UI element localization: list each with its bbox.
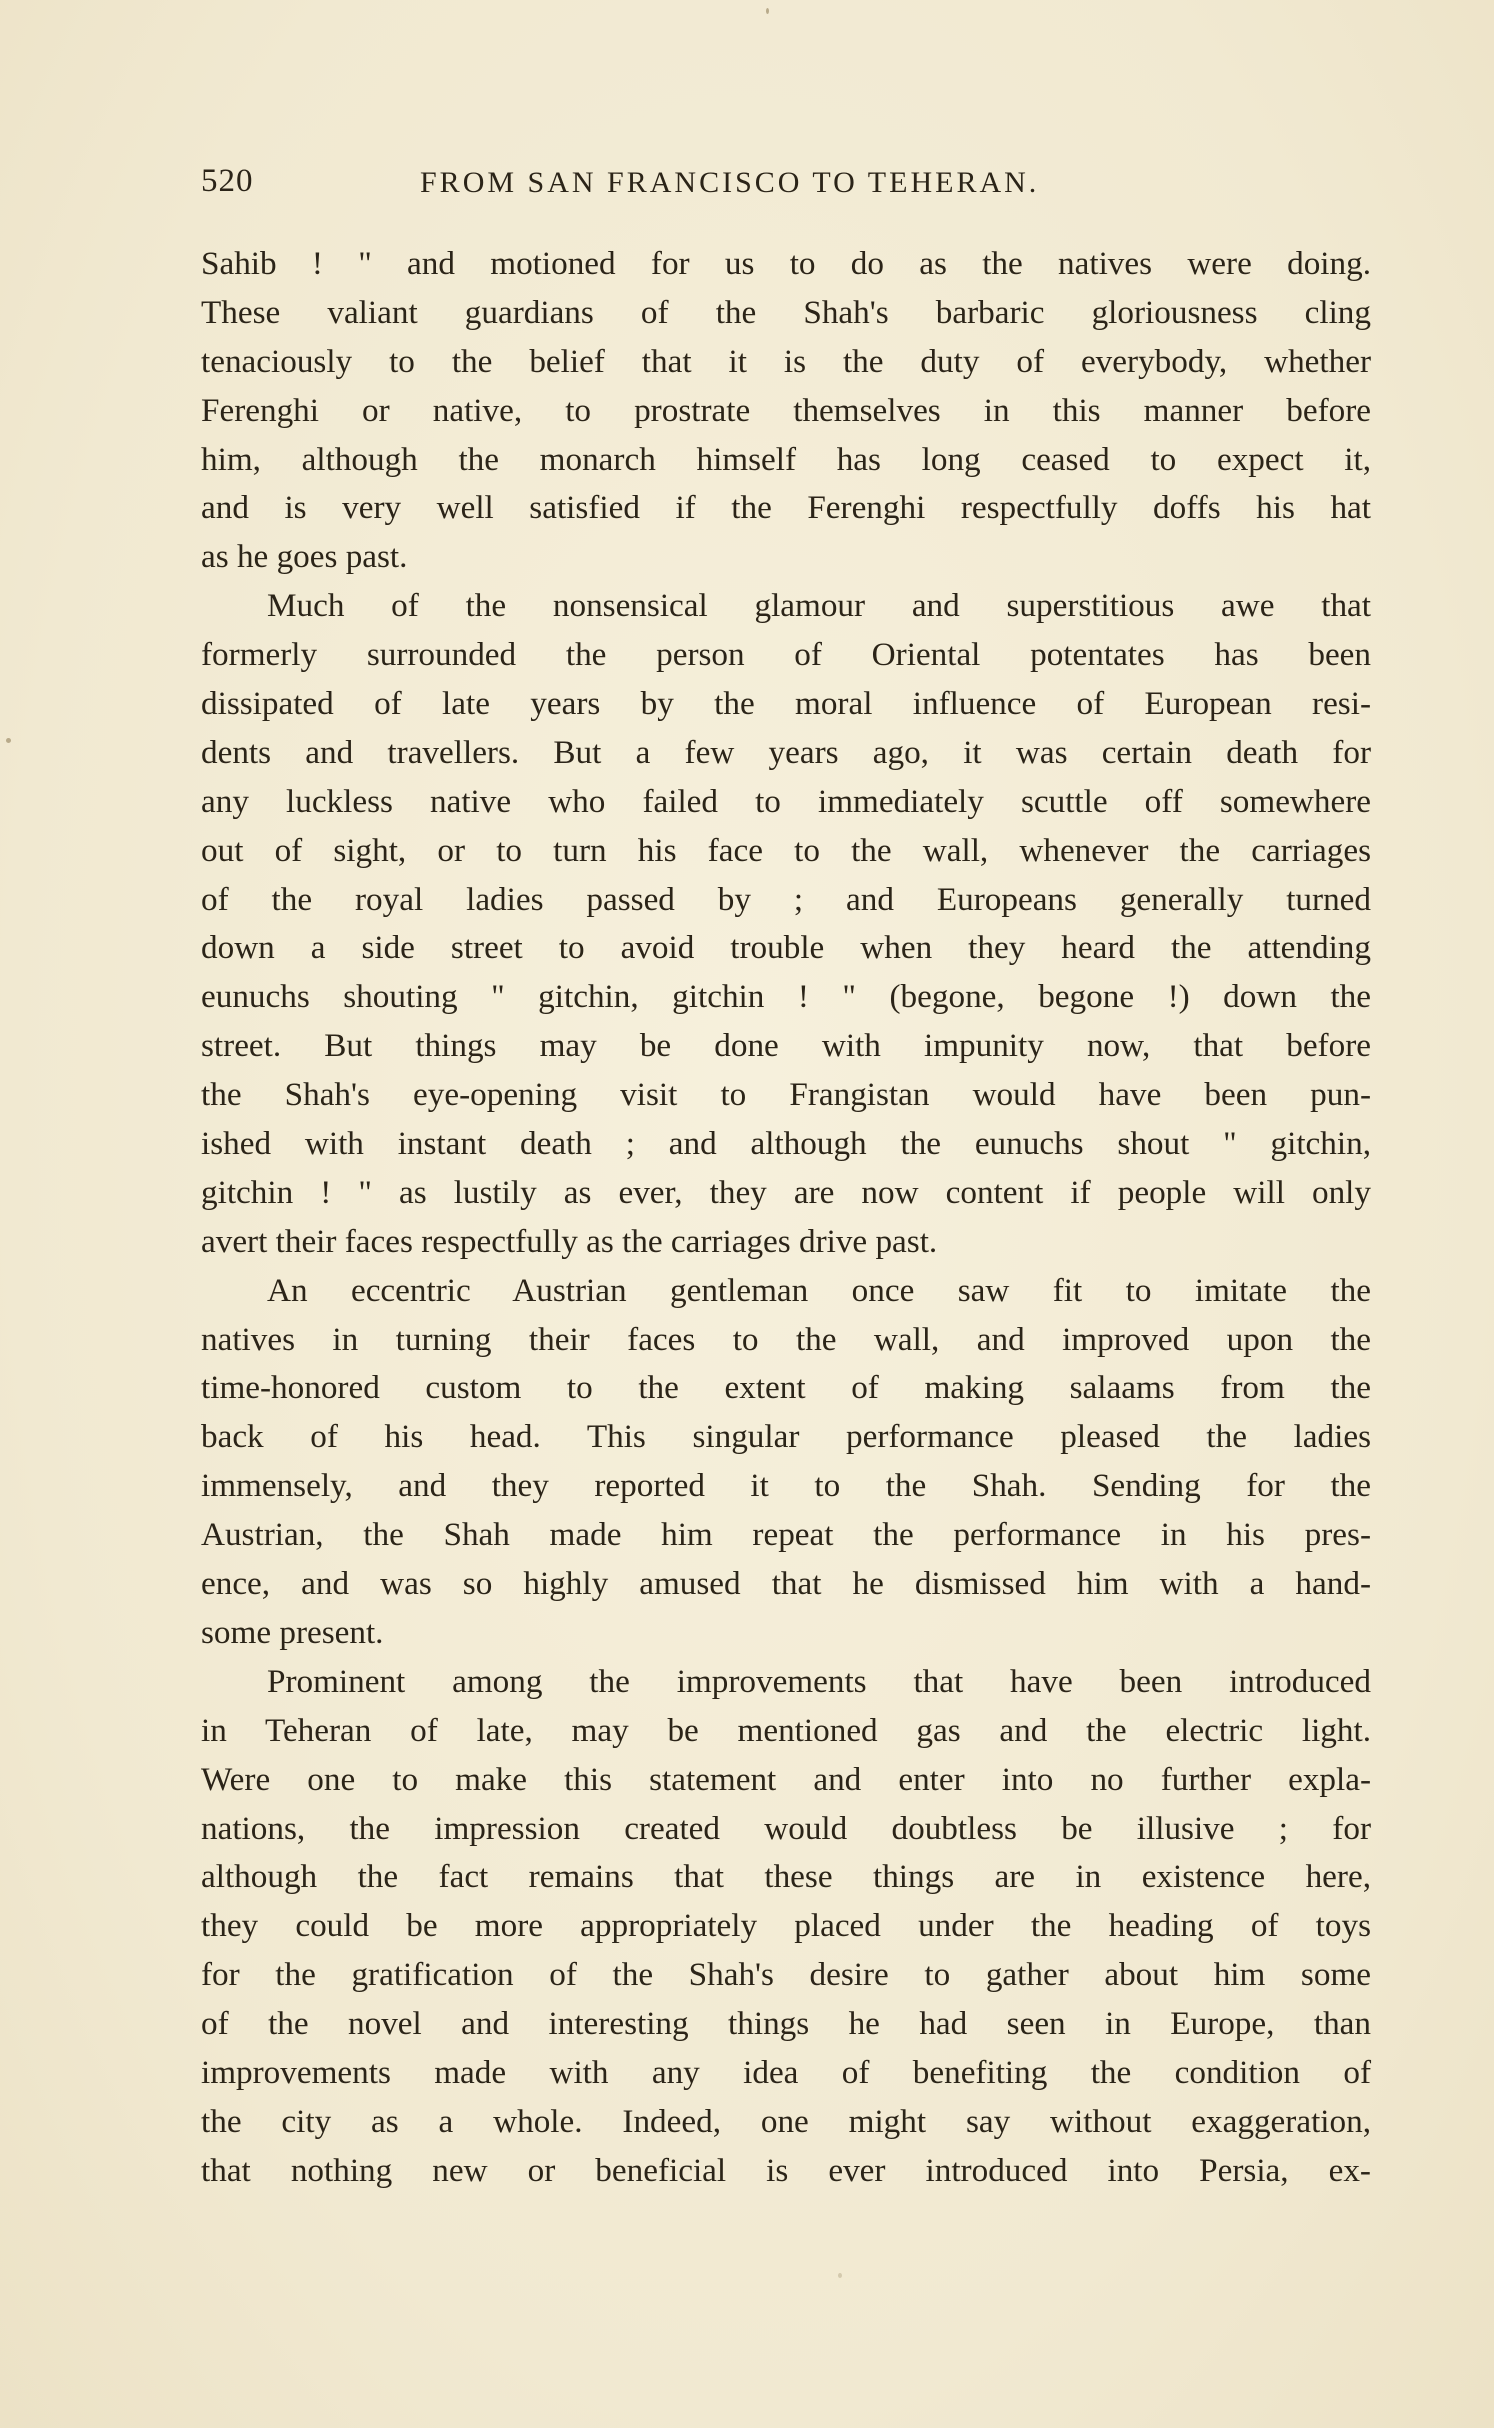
text-line: eunuchs shouting " gitchin, gitchin ! " (begone, begone !) down the [201, 978, 1371, 1016]
text-line: any luckless native who failed to immediately scuttle off somewhere [201, 782, 1371, 820]
text-line: avert their faces respectfully as the carriages drive past. [201, 1222, 938, 1260]
text-line: time-honored custom to the extent of making salaams from the [201, 1369, 1371, 1407]
paragraph-1 [201, 240, 1371, 582]
text-line: ence, and was so highly amused that he dismissed him with a hand- [201, 1565, 1371, 1603]
text-line: gitchin ! " as lustily as ever, they are now content if people will only [201, 1173, 1371, 1211]
text-line: These valiant guardians of the Shah's barbaric gloriousness cling [201, 293, 1371, 331]
text-line: of the royal ladies passed by ; and Europeans generally turned [201, 880, 1371, 918]
text-line: for the gratification of the Shah's desire to gather about him some [201, 1956, 1371, 1994]
text-line: down a side street to avoid trouble when they heard the attending [201, 929, 1371, 967]
text-line: Were one to make this statement and enter into no further expla- [201, 1760, 1371, 1798]
running-head: FROM SAN FRANCISCO TO TEHERAN. [420, 166, 1040, 199]
paragraph-3 [201, 1267, 1371, 1658]
text-line: Ferenghi or native, to prostrate themselves in this manner before [201, 391, 1371, 429]
text-line: Austrian, the Shah made him repeat the performance in his pres- [201, 1516, 1371, 1554]
text-line: formerly surrounded the person of Oriental potentates has been [201, 636, 1371, 674]
text-line: Prominent among the improvements that have been introduced [267, 1662, 1371, 1700]
text-line: nations, the impression created would doubtless be illusive ; for [201, 1809, 1371, 1847]
text-line: ished with instant death ; and although the eunuchs shout " gitchin, [201, 1125, 1371, 1163]
text-line: in Teheran of late, may be mentioned gas and the electric light. [201, 1711, 1371, 1749]
text-line: dents and travellers. But a few years ago, it was certain death for [201, 733, 1371, 771]
text-line: tenaciously to the belief that it is the duty of everybody, whether [201, 342, 1371, 380]
text-line: some present. [201, 1613, 384, 1651]
text-line: out of sight, or to turn his face to the wall, whenever the carriages [201, 831, 1371, 869]
text-line: that nothing new or beneficial is ever introduced into Persia, ex- [201, 2151, 1371, 2189]
text-line: Sahib ! " and motioned for us to do as the natives were doing. [201, 245, 1371, 282]
text-line: back of his head. This singular performance pleased the ladies [201, 1418, 1371, 1456]
text-line: and is very well satisfied if the Ferenghi respectfully doffs his hat [201, 489, 1371, 527]
page-header [201, 163, 1301, 213]
text-line: the city as a whole. Indeed, one might say without exaggeration, [201, 2102, 1371, 2140]
paper-speck [838, 2273, 842, 2278]
text-line: the Shah's eye-opening visit to Frangistan would have been pun- [201, 1076, 1371, 1114]
text-line: Much of the nonsensical glamour and superstitious awe that [267, 587, 1371, 625]
page-number: 520 [201, 163, 254, 199]
text-line: improvements made with any idea of benefiting the condition of [201, 2053, 1371, 2091]
text-line: immensely, and they reported it to the Shah. Sending for the [201, 1467, 1371, 1505]
paragraph-2 [201, 582, 1371, 1266]
text-line: of the novel and interesting things he had seen in Europe, than [201, 2005, 1371, 2043]
text-line: they could be more appropriately placed under the heading of toys [201, 1907, 1371, 1945]
paragraph-4 [201, 1658, 1371, 2196]
text-line: although the fact remains that these things are in existence here, [201, 1858, 1371, 1896]
paper-speck [6, 738, 11, 743]
text-line: An eccentric Austrian gentleman once saw fit to imitate the [267, 1271, 1371, 1309]
text-line: him, although the monarch himself has long ceased to expect it, [201, 440, 1371, 478]
text-line: natives in turning their faces to the wall, and improved upon the [201, 1320, 1371, 1358]
paper-speck [766, 8, 769, 14]
text-line: street. But things may be done with impunity now, that before [201, 1027, 1371, 1065]
body-text [201, 240, 1371, 2196]
text-line: dissipated of late years by the moral influence of European resi- [201, 685, 1371, 723]
text-line: as he goes past. [201, 538, 408, 576]
